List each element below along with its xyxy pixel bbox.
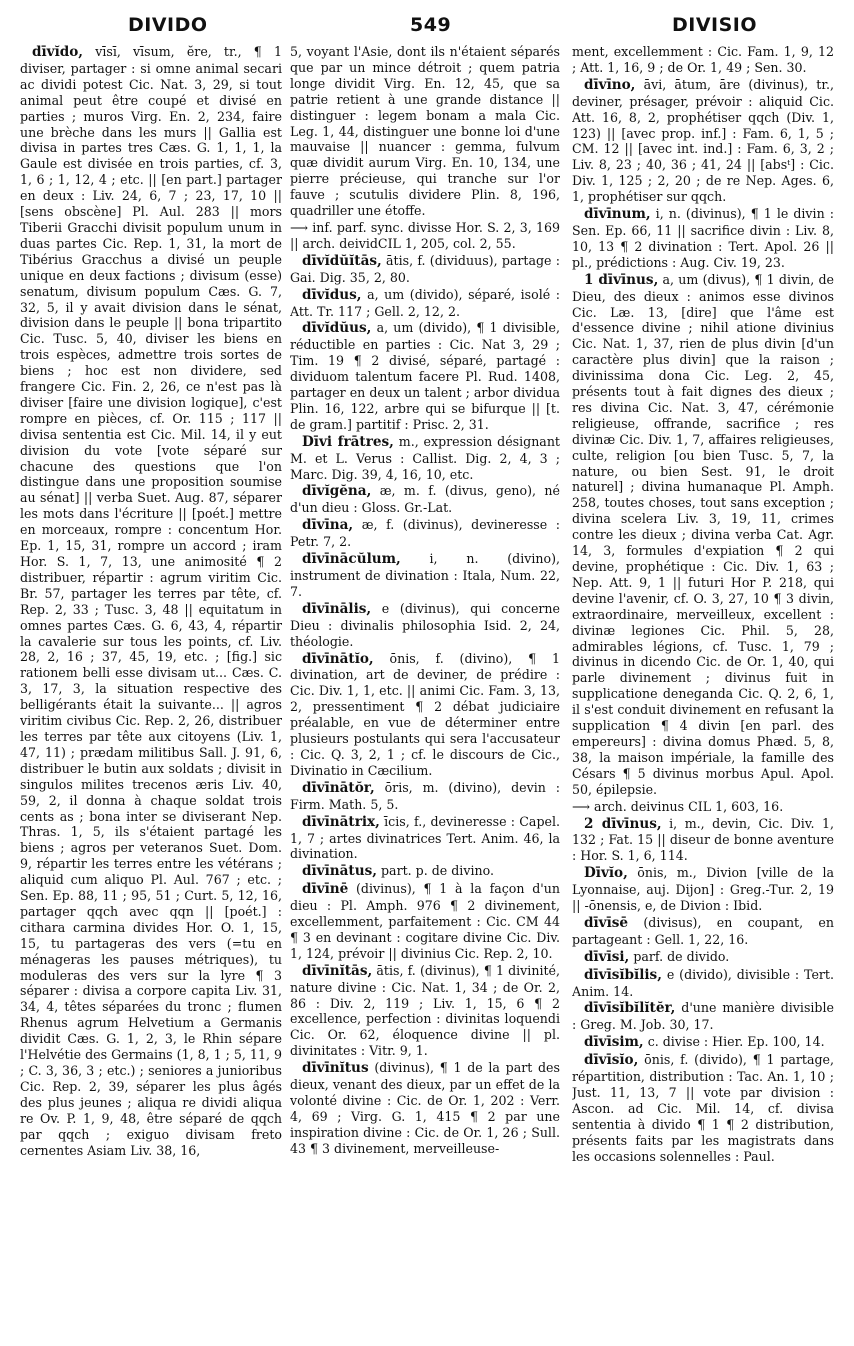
dictionary-entry bbox=[290, 483, 560, 516]
entry-definition: parf. de divido. bbox=[633, 948, 730, 964]
dictionary-entry bbox=[572, 949, 834, 966]
dictionary-entry bbox=[290, 44, 560, 219]
dictionary-entry bbox=[290, 963, 560, 1059]
entry-definition: ment, excellemment : Cic. Fam. 1, 9, 12 ; Att. 1, 16, 9 ; de Or. 1, 49 ; Sen. 30. bbox=[572, 44, 834, 75]
entry-headword: Dīvĭo, bbox=[584, 865, 628, 882]
entry-definition: ⟶ inf. parf. sync. divisse Hor. S. 2, 3, 169 || arch. deividCIL 1, 205, col. 2, 55. bbox=[290, 219, 560, 251]
entry-definition: vīsī, vīsum, ĕre, tr., ¶ 1 diviser, partager : si omne animal secari ac dividi potest Cic. Nat. 3, 29, si tout animal peut être coupé et divisé en parties ; muros Virg. En. 2, 234, faire une brèche dans les murs || Gallia est divisa in partes tres Cæs. G. 1, 1, 1, la Gaule est divisée en trois parties, cf. 3, 1, 6 ; 1, 12, 4 ; etc. || [en part.] partager en deux : Liv. 24, 6, 7 ; 23, 17, 10 || [sens obscène] Pl. Aul. 283 || mors Tiberii Gracchi divisit populum unum in duas partes Cic. Rep. 1, 31, la mort de Tibérius Gracchus a divisé un peuple unique en deux factions ; divisum (esse) senatum, divisum populum Cæs. G. 7, 32, 5, il y avait division dans le sénat, division dans le peuple || bona tripartito Cic. Tusc. 5, 40, diviser les biens en trois espèces, admettre trois sortes de biens ; hoc est non dividere, sed frangere Cic. Fin. 2, 26, ce n'est pas là diviser [faire une division logique], c'est rompre en pièces, cf. Or. 115 ; 117 || divisa sententia est Cic. Mil. 14, il y eut division du vote [vote séparé sur chacune des questions que l'on distingue dans une proposition soumise au sénat] || verba Suet. Aug. 87, séparer les mots dans l'écriture || [poét.] mettre en morceaux, rompre : concentum Hor. Ep. 1, 15, 31, rompre un accord ; iram Hor. S. 1, 7, 13, une animosité ¶ 2 distribuer, répartir : agrum viritim Cic. Br. 57, partager les terres par tête, cf. Rep. 2, 33 ; Tusc. 3, 48 || equitatum in omnes partes Cæs. G. 6, 43, 4, répartir la cavalerie sur tous les points, cf. Liv. 28, 2, 16 ; 37, 45, 19, etc. ; [fig.] sic rationem belli esse divisam ut... Cæs. C. 3, 17, 3, la situation respective des belligérants était la suivante... || agros viritim civibus Cic. Rep. 2, 26, distribuer les terres par tête aux citoyens (Liv. 1, 47, 11) ; prædam militibus Sall. J. 91, 6, distribuer le butin aux soldats ; divisit in singulos milites trecenos æris Liv. 40, 59, 2, il donna à chaque soldat trois cents as ; bona inter se diviserant Nep. Thras. 1, 5, ils s'étaient partagé les biens ; agros per veteranos Suet. Dom. 9, répartir les terres entre les vétérans ; aliquid cum aliquo Pl. Aul. 767 ; etc. ; Sen. Ep. 88, 11 ; 95, 51 ; Curt. 5, 12, 16, partager qqch avec qqn || [poét.] : cithara carmina divides Hor. O. 1, 15, 15, tu partageras des vers (=tu en ménageras les pauses métriques), tu moduleras des vers sur la lyre ¶ 3 séparer : divisa a corpore capita Liv. 31, 34, 4, têtes séparées du tronc ; flumen Rhenus agrum Helvetium a Germanis dividit Cæs. G. 1, 2, 3, le Rhin sépare l'Helvétie des Germains (1, 8, 1 ; 5, 11, 9 ; C. 3, 36, 3 ; etc.) ; seniores a junioribus Cic. Rep. 2, 39, séparer les plus âgés des plus jeunes ; aliqua re dividi aliqua re Ov. P. 1, 9, 48, être séparé de qqch par qqch ; exiguo divisam freto cernentes Asiam Liv. 38, 16, bbox=[20, 44, 282, 1158]
entry-headword: dīvīnātŏr, bbox=[302, 779, 375, 796]
dictionary-entry bbox=[290, 601, 560, 650]
entry-headword: dīvīsē bbox=[584, 914, 629, 931]
dictionary-entry bbox=[290, 434, 560, 483]
entry-headword: dīvīsim, bbox=[584, 1034, 644, 1051]
entry-definition: m., expression désignant M. et L. Verus : Callist. Dig. 2, 4, 3 ; Marc. Dig. 39, 4, 16, 10, etc. bbox=[290, 433, 560, 482]
entry-definition: a, um (divido), ¶ 1 divisible, réductible en parties : Cic. Nat 3, 29 ; Tim. 19 ¶ 2 divisé, séparé, partagé : dividuom talentum facere Pl. Rud. 1408, partager en deux un talent ; arbor dividua Plin. 16, 122, arbre qui se bifurque || [t. de gram.] partitif : Prisc. 2, 31. bbox=[290, 320, 560, 432]
entry-headword: dīvĭdo, bbox=[32, 44, 84, 60]
dictionary-entry bbox=[290, 814, 560, 863]
entry-definition: ōnis, f. (divido), ¶ 1 partage, répartition, distribution : Tac. An. 1, 10 ; Just. 11, 13, 7 || vote par division : Ascon. ad Cic. Mil. 14, cf. divisa sententia à divido ¶ 1 ¶ 2 distribution, présents faits par les magistrats dans les occasions solennelles : Paul. bbox=[572, 1052, 834, 1164]
column-2 bbox=[290, 44, 560, 1340]
dictionary-entry bbox=[290, 551, 560, 600]
entry-definition: i, n. (divino), instrument de divination : Itala, Num. 22, 7. bbox=[290, 551, 560, 599]
entry-definition: ōris, m. (divino), devin : Firm. Math. 5, 5. bbox=[290, 779, 560, 812]
dictionary-entry bbox=[290, 287, 560, 320]
column-1 bbox=[20, 44, 282, 1340]
entry-headword: dīvĭdus, bbox=[302, 286, 362, 303]
entry-definition: e (divinus), qui concerne Dieu : divinalis philosophia Isid. 2, 24, théologie. bbox=[290, 600, 560, 649]
entry-definition: e (divido), divisible : Tert. Anim. 14. bbox=[572, 966, 834, 999]
entry-headword: dīvīno, bbox=[584, 76, 636, 93]
dictionary-entry bbox=[290, 1060, 560, 1156]
entry-definition: (divinus), ¶ 1 de la part des dieux, venant des dieux, par un effet de la volonté divine : Cic. de Or. 1, 202 : Verr. 4, 69 ; Virg. G. 1, 415 ¶ 2 par une inspiration divine : Cic. de Or. 1, 26 ; Sull. 43 ¶ 3 divinement, merveilleuse- bbox=[290, 1060, 560, 1156]
entry-definition: āvi, ātum, āre (divinus), tr., deviner, présager, prévoir : aliquid Cic. Att. 16, 8, 2, prophétiser qqch (Div. 1, 123) || [avec prop. inf.] : Fam. 6, 1, 5 ; CM. 12 || [avec int. ind.] : Fam. 6, 3, 2 ; Liv. 8, 23 ; 40, 36 ; 41, 24 || [absᵗ] : Cic. Div. 1, 125 ; 2, 20 ; de re Nep. Ages. 6, 1, prophétiser sur qqch. bbox=[572, 76, 834, 205]
entry-headword: dīvīnĭtus bbox=[302, 1060, 369, 1077]
dictionary-entry bbox=[20, 44, 282, 1158]
dictionary-columns bbox=[20, 44, 834, 1340]
entry-definition: d'une manière divisible : Greg. M. Job. 30, 17. bbox=[572, 1000, 834, 1033]
entry-headword: dīvīna, bbox=[302, 517, 354, 534]
dictionary-entry bbox=[290, 253, 560, 286]
entry-definition: æ, f. (divinus), devineresse : Petr. 7, 2. bbox=[290, 517, 560, 550]
dictionary-entry bbox=[572, 1034, 834, 1051]
page-header bbox=[0, 8, 854, 44]
entry-definition: c. divise : Hier. Ep. 100, 14. bbox=[647, 1034, 825, 1050]
dictionary-entry bbox=[572, 44, 834, 76]
entry-definition: ātis, f. (divinus), ¶ 1 divinité, nature divine : Cic. Nat. 1, 34 ; de Or. 2, 86 : Div. 2, 119 ; Liv. 1, 15, 6 ¶ 2 excellence, perfection : divinitas loquendi Cic. Or. 62, éloquence divine || pl. divinitates : Vitr. 9, 1. bbox=[290, 962, 560, 1059]
entry-headword: dīvīnātus, bbox=[302, 863, 377, 880]
dictionary-entry bbox=[290, 780, 560, 813]
dictionary-entry bbox=[572, 915, 834, 948]
page-number: 549 bbox=[410, 14, 452, 36]
dictionary-entry bbox=[572, 865, 834, 914]
entry-definition: ⟶ arch. deivinus CIL 1, 603, 16. bbox=[572, 798, 784, 814]
entry-definition: ōnis, f. (divino), ¶ 1 divination, art de deviner, de prédire : Cic. Div. 1, 1, etc. || animi Cic. Fam. 3, 13, 2, pressentiment ¶ 2 débat judiciaire préalable, en vue de déterminer entre plusieurs postulants qui sera l'accusateur : Cic. Q. 3, 2, 1 ; cf. le discours de Cic., Divinatio in Cæcilium. bbox=[290, 650, 560, 778]
dictionary-entry bbox=[572, 272, 834, 798]
entry-headword: dīvīnum, bbox=[584, 206, 651, 223]
entry-definition: a, um (divido), séparé, isolé : Att. Tr. 117 ; Gell. 2, 12, 2. bbox=[290, 286, 560, 319]
dictionary-entry bbox=[290, 863, 560, 880]
entry-definition: īcis, f., devineresse : Capel. 1, 7 ; artes divinatrices Tert. Anim. 46, la divination. bbox=[290, 813, 560, 862]
entry-headword: dīvīnācŭlum, bbox=[302, 551, 401, 568]
dictionary-entry bbox=[290, 517, 560, 550]
entry-headword: dīvīsĭo, bbox=[584, 1052, 639, 1069]
dictionary-entry bbox=[572, 206, 834, 271]
dictionary-entry bbox=[290, 881, 560, 962]
dictionary-entry bbox=[290, 320, 560, 432]
entry-headword: dīvīnālis, bbox=[302, 600, 372, 617]
dictionary-entry bbox=[572, 1052, 834, 1164]
dictionary-entry bbox=[572, 799, 834, 815]
entry-headword: dīvĭgĕna, bbox=[302, 483, 372, 500]
entry-headword: dīvīsĭbĭlĭtĕr, bbox=[584, 1000, 676, 1017]
entry-definition: a, um (divus), ¶ 1 divin, de Dieu, des dieux : animos esse divinos Cic. Læ. 13, [dire] que l'âme est d'essence divine ; nihil atione divinius Cic. Nat. 1, 37, rien de plus divin [d'un caractère plus divin] que la raison ; divinissima dona Cic. Leg. 2, 45, présents tout à fait dignes des dieux ; res divina Cic. Nat. 3, 47, cérémonie religieuse, offrande, sacrifice ; res divinæ Cic. Div. 1, 7, affaires religieuses, culte, religion [ou bien Tusc. 5, 7, la nature, ou bien Sest. 91, le droit naturel] ; divina humanaque Pl. Amph. 258, toutes choses, tout sans exception ; divina scelera Liv. 3, 19, 11, crimes contre les dieux ; divina verba Cat. Agr. 14, 3, formules d'expiation ¶ 2 qui devine, prophétique : Cic. Div. 1, 63 ; Nep. Att. 9, 1 || futuri Hor P. 218, qui devine l'avenir, cf. O. 3, 27, 10 ¶ 3 divin, extraordinaire, merveilleux, excellent : divinæ legiones Cic. Phil. 5, 28, admirables légions, cf. Tusc. 1, 79 ; divinus in dicendo Cic. de Or. 1, 40, qui parle divinement ; divinus fuit in supplicatione deneganda Cic. Q. 2, 6, 1, il s'est conduit divinement en refusant la supplication ¶ 4 divin [en parl. des empereurs] : divina domus Phæd. 5, 8, 38, la maison impériale, la famille des Césars ¶ 5 divinus morbus Apul. Apol. 50, épilepsie. bbox=[572, 271, 834, 797]
entry-headword: dīvĭdŭĭtās, bbox=[302, 252, 382, 269]
entry-definition: (divinus), ¶ 1 à la façon d'un dieu : Pl. Amph. 976 ¶ 2 divinement, excellemment, parfaitement : Cic. CM 44 ¶ 3 en devinant : cogitare divine Cic. Div. 1, 124, prévoir || divinius Cic. Rep. 2, 10. bbox=[290, 881, 560, 961]
entry-definition: æ, m. f. (divus, geno), né d'un dieu : Gloss. Gr.-Lat. bbox=[290, 483, 560, 516]
entry-definition: 5, voyant l'Asie, dont ils n'étaient séparés que par un mince détroit ; quem patria longe dividit Virg. En. 12, 45, que sa patrie retient à une grande distance || distinguer : legem bonam a mala Cic. Leg. 1, 44, distinguer une bonne loi d'une mauvaise || nuancer : gemma, fulvum quæ dividit aurum Virg. En. 10, 134, une pierre précieuse, qui tranche sur l'or fauve ; scutulis dividere Plin. 8, 196, quadriller une étoffe. bbox=[290, 44, 560, 219]
entry-headword: dīvīnātrix, bbox=[302, 813, 380, 830]
entry-definition: i, m., devin, Cic. Div. 1, 132 ; Fat. 15 || diseur de bonne aventure : Hor. S. 1, 6, 114. bbox=[572, 815, 834, 864]
entry-definition: part. p. de divino. bbox=[381, 863, 494, 879]
entry-headword: dīvīsi, bbox=[584, 948, 630, 965]
dictionary-entry bbox=[572, 77, 834, 205]
entry-headword: dīvīsĭbĭlis, bbox=[584, 966, 662, 983]
dictionary-entry bbox=[572, 1000, 834, 1033]
entry-headword: dīvĭdŭus, bbox=[302, 320, 372, 337]
entry-headword: 1 dīvīnus, bbox=[584, 271, 659, 288]
entry-definition: ātis, f. (dividuus), partage : Gai. Dig. 35, 2, 80. bbox=[290, 252, 560, 285]
dictionary-entry bbox=[572, 967, 834, 1000]
running-head-right: DIVISIO bbox=[672, 14, 758, 36]
entry-definition: ōnis, m., Divion [ville de la Lyonnaise, auj. Dijon] : Greg.-Tur. 2, 19 || -ōnensis, e, de Divion : Ibid. bbox=[572, 865, 834, 914]
entry-headword: Dīvi frātres, bbox=[302, 433, 394, 450]
entry-headword: dīvīnātĭo, bbox=[302, 650, 374, 667]
entry-headword: 2 dīvīnus, bbox=[584, 815, 662, 832]
entry-headword: dīvīnē bbox=[302, 881, 349, 898]
running-head-left: DIVIDO bbox=[128, 14, 208, 36]
dictionary-entry bbox=[572, 816, 834, 865]
entry-definition: i, n. (divinus), ¶ 1 le divin : Sen. Ep. 66, 11 || sacrifice divin : Liv. 8, 10, 13 ¶ 2 divination : Tert. Apol. 26 || pl., prédictions : Aug. Civ. 19, 23. bbox=[572, 206, 834, 270]
dictionary-entry bbox=[290, 220, 560, 252]
entry-definition: (divisus), en coupant, en partageant : Gell. 1, 22, 16. bbox=[572, 914, 834, 947]
dictionary-entry bbox=[290, 651, 560, 779]
column-3 bbox=[572, 44, 834, 1340]
entry-headword: dīvīnĭtās, bbox=[302, 962, 373, 979]
